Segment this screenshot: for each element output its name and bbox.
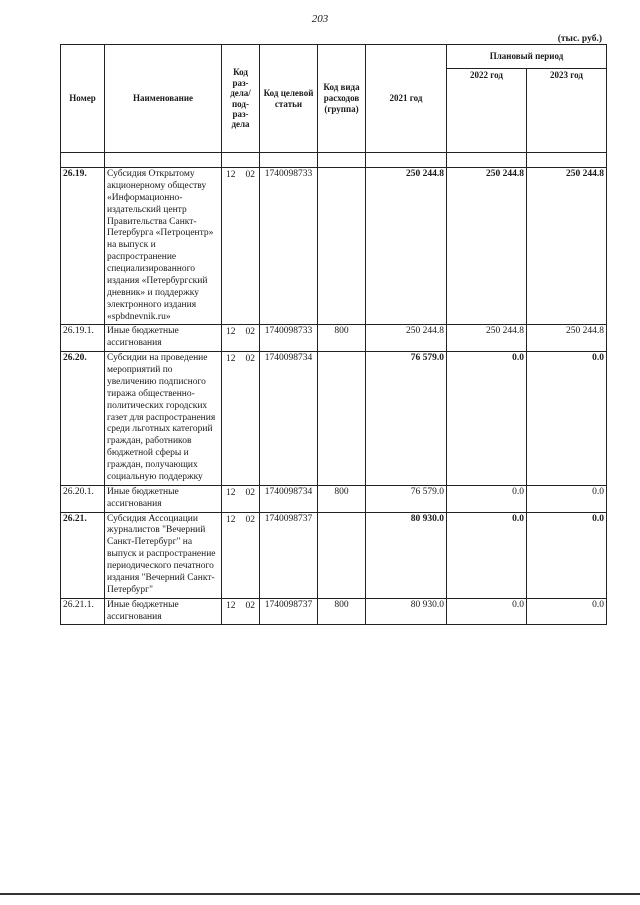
row-value-2023: 250 244.8 (527, 168, 607, 325)
row-expense-code (318, 352, 366, 486)
row-section-code (222, 485, 260, 512)
row-target-code: 1740098733 (260, 325, 318, 352)
header-year-2021: 2021 год (366, 45, 447, 153)
subsection-code: 02 (245, 354, 255, 365)
table-row (61, 512, 607, 598)
row-expense-code: 800 (318, 598, 366, 625)
row-number: 26.21. (61, 512, 105, 598)
row-name: Субсидия Ассоциации журналистов "Вечерний Санкт-Петербург" на выпуск и распространение периодического печатного издания "Вечерний Санкт-Петербург" (105, 512, 222, 598)
row-value-2021: 76 579.0 (366, 485, 447, 512)
row-number: 26.20. (61, 352, 105, 486)
section-code: 12 (226, 327, 236, 338)
row-value-2023: 0.0 (527, 485, 607, 512)
row-expense-code: 800 (318, 325, 366, 352)
row-section-code (222, 512, 260, 598)
header-year-2022: 2022 год (447, 69, 527, 153)
section-code: 12 (226, 170, 236, 180)
row-value-2021: 250 244.8 (366, 168, 447, 325)
table-row (61, 325, 607, 352)
row-expense-code: 800 (318, 485, 366, 512)
row-target-code: 1740098737 (260, 598, 318, 625)
row-number: 26.20.1. (61, 485, 105, 512)
row-name: Субсидия Открытому акционерному обществу «Информационно-издательский центр Правительства Санкт-Петербурга «Петроцентр» на выпуск и распространение специализированного издания «Петербургский дневник» и поддержку электронного издания «spbdnevnik.ru» (105, 168, 222, 325)
subsection-code: 02 (245, 170, 255, 180)
row-value-2023: 0.0 (527, 352, 607, 486)
section-code: 12 (226, 514, 236, 525)
header-expense-code: Код вида расходов (группа) (318, 45, 366, 153)
header-name: Наименование (105, 45, 222, 153)
row-name: Иные бюджетные ассигнования (105, 485, 222, 512)
header-target-code: Код целевой статьи (260, 45, 318, 153)
header-year-2023: 2023 год (527, 69, 607, 153)
row-value-2021: 80 930.0 (366, 598, 447, 625)
subsection-code: 02 (245, 514, 255, 525)
row-section-code (222, 598, 260, 625)
table-row (61, 598, 607, 625)
row-value-2022: 0.0 (447, 598, 527, 625)
spacer-row (61, 153, 607, 168)
row-expense-code (318, 168, 366, 325)
row-name: Субсидии на проведение мероприятий по увеличению подписного тиража общественно-политических городских газет для распространения среди льготных категорий граждан, работников бюджетной сферы и граждан, получающих социальную поддержку (105, 352, 222, 486)
table-row (61, 352, 607, 486)
row-value-2022: 250 244.8 (447, 325, 527, 352)
row-number: 26.21.1. (61, 598, 105, 625)
subsection-code: 02 (245, 487, 255, 498)
section-code: 12 (226, 600, 236, 611)
row-expense-code (318, 512, 366, 598)
section-code: 12 (226, 487, 236, 498)
header-number: Номер (61, 45, 105, 153)
row-value-2023: 250 244.8 (527, 325, 607, 352)
subsection-code: 02 (245, 600, 255, 611)
row-name: Иные бюджетные ассигнования (105, 325, 222, 352)
header-row (61, 45, 607, 69)
row-target-code: 1740098737 (260, 512, 318, 598)
row-value-2022: 0.0 (447, 352, 527, 486)
row-target-code: 1740098734 (260, 352, 318, 486)
row-section-code (222, 325, 260, 352)
row-value-2022: 250 244.8 (447, 168, 527, 325)
row-target-code: 1740098734 (260, 485, 318, 512)
row-value-2022: 0.0 (447, 485, 527, 512)
table-row (61, 168, 607, 325)
row-value-2021: 250 244.8 (366, 325, 447, 352)
table-row (61, 485, 607, 512)
subsection-code: 02 (245, 327, 255, 338)
section-code: 12 (226, 354, 236, 365)
row-section-code (222, 168, 260, 325)
header-plan-period: Плановый период (447, 45, 607, 69)
row-name: Иные бюджетные ассигнования (105, 598, 222, 625)
row-value-2022: 0.0 (447, 512, 527, 598)
row-target-code: 1740098733 (260, 168, 318, 325)
row-value-2021: 80 930.0 (366, 512, 447, 598)
row-value-2023: 0.0 (527, 598, 607, 625)
budget-table (60, 44, 607, 625)
header-section-code: Код раз-дела/ под-раз-дела (222, 45, 260, 153)
row-section-code (222, 352, 260, 486)
row-number: 26.19. (61, 168, 105, 325)
page-number: 203 (311, 13, 329, 25)
row-value-2023: 0.0 (527, 512, 607, 598)
row-number: 26.19.1. (61, 325, 105, 352)
row-value-2021: 76 579.0 (366, 352, 447, 486)
page-bottom-rule (0, 893, 640, 895)
units-label: (тыс. руб.) (557, 34, 602, 44)
